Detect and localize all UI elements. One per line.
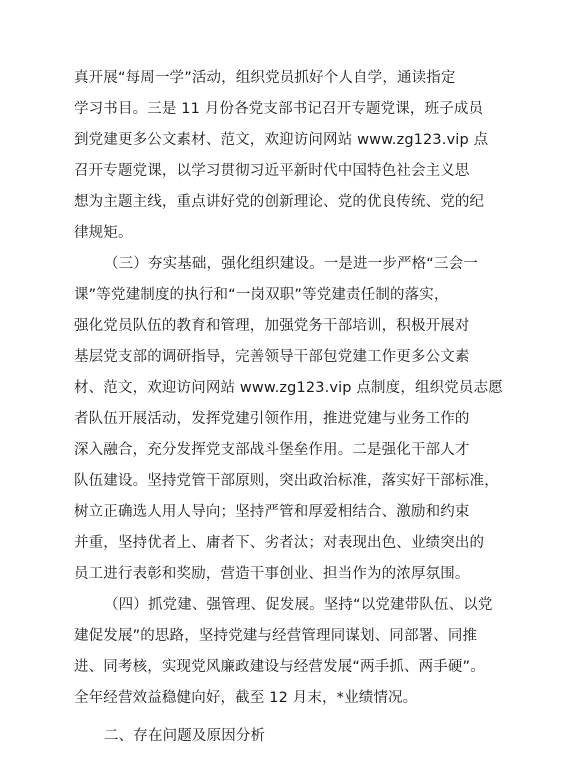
paragraph-line: 材、范文，欢迎访问网站 www.zg123.vip 点制度，组织党员志愿 — [74, 380, 503, 396]
paragraph-line: 学习书目。三是 11 月份各党支部书记召开专题党课，班子成员 — [74, 101, 484, 117]
paragraph-line: 课”等党建制度的执行和“一岗双职”等党建责任制的落实， — [74, 287, 449, 303]
section-heading-3: （三）夯实基础，强化组织建设。一是进一步严格“三会一 — [104, 256, 478, 272]
paragraph-line: 基层党支部的调研指导，完善领导干部包党建工作更多公文素 — [74, 349, 470, 365]
paragraph-line: 全年经营效益稳健向好，截至 12 月末，*业绩情况。 — [74, 690, 418, 706]
paragraph-line: 律规矩。 — [74, 225, 133, 241]
paragraph-line: 员工进行表彰和奖励，营造干事创业、担当作为的浓厚氛围。 — [74, 566, 470, 582]
section-heading-4: （四）抓党建、强管理、促发展。坚持“以党建带队伍、以党 — [104, 597, 493, 613]
paragraph-line: 深入融合，充分发挥党支部战斗堡垒作用。二是强化干部人才 — [74, 442, 470, 458]
paragraph-line: 召开专题党课，以学习贯彻习近平新时代中国特色社会主义思 — [74, 163, 470, 179]
paragraph-line: 建促发展”的思路，坚持党建与经营管理同谋划、同部署、同推 — [74, 628, 478, 644]
paragraph-line: 并重，坚持优者上、庸者下、劣者汰；对表现出色、业绩突出的 — [74, 535, 485, 551]
paragraph-line: 进、同考核，实现党风廉政建设与经营发展“两手抓、两手硬”。 — [74, 659, 485, 675]
paragraph-line: 到党建更多公文素材、范文，欢迎访问网站 www.zg123.vip 点 — [74, 132, 489, 148]
paragraph-line: 想为主题主线，重点讲好党的创新理论、党的优良传统、党的纪 — [74, 194, 485, 210]
paragraph-line: 真开展“每周一学”活动，组织党员抓好个人自学，通读指定 — [74, 70, 456, 86]
paragraph-line: 强化党员队伍的教育和管理，加强党务干部培训，积极开展对 — [74, 318, 470, 334]
paragraph-line: 者队伍开展活动，发挥党建引领作用，推进党建与业务工作的 — [74, 411, 470, 427]
chapter-heading: 二、存在问题及原因分析 — [104, 728, 266, 744]
paragraph-line: 队伍建设。坚持党管干部原则，突出政治标准，落实好干部标准， — [74, 473, 499, 489]
paragraph-line: 树立正确选人用人导向；坚持严管和厚爱相结合、激励和约束 — [74, 504, 470, 520]
